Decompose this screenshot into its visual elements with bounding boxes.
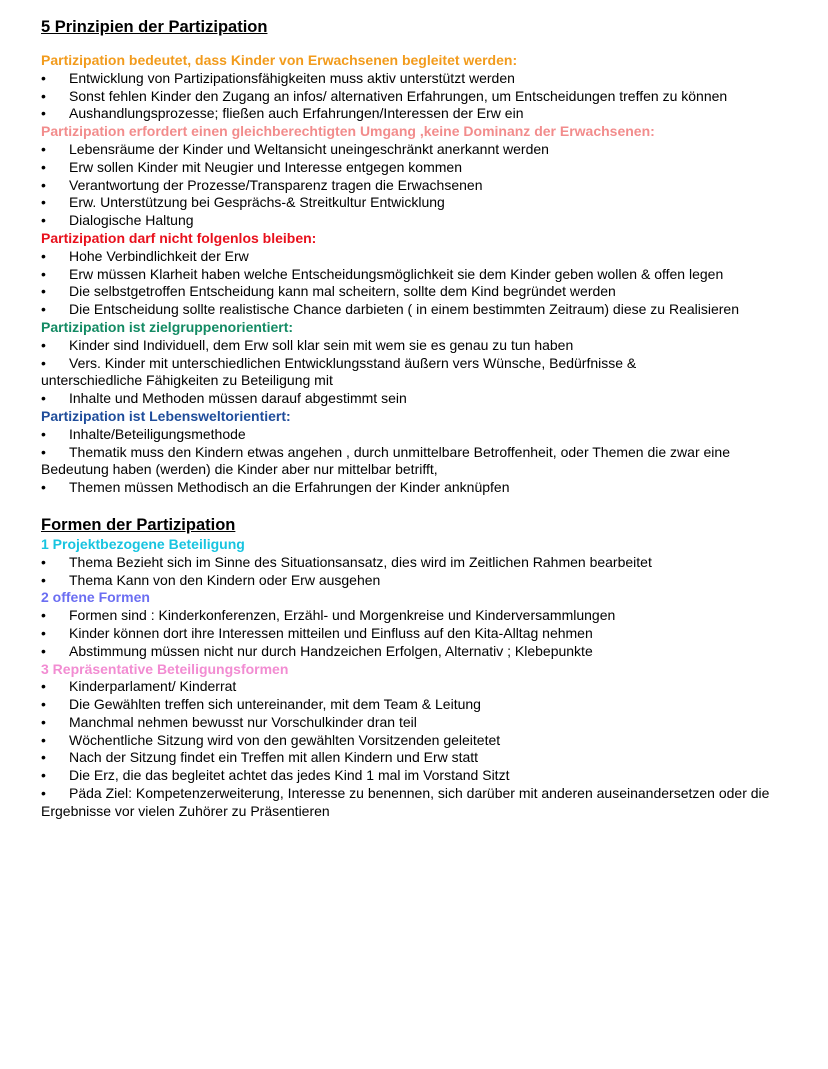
list-item: • Erw müssen Klarheit haben welche Entscheidungsmöglichkeit sie dem Kinder geben wollen & offen legen (41, 265, 724, 282)
list-item: • Aushandlungsprozesse; fließen auch Erfahrungen/Interessen der Erw ein (41, 105, 524, 122)
list-item: • Kinder sind Individuell, dem Erw soll klar sein mit wem sie es genau zu tun haben (41, 336, 574, 353)
bullet-icon: • (41, 696, 46, 713)
principle-group-1 (41, 52, 801, 123)
list-item: • Hohe Verbindlichkeit der Erw (41, 247, 249, 264)
bullet-icon: • (41, 194, 46, 211)
list-item: • Formen sind : Kinderkonferenzen, Erzähl- und Morgenkreise und Kinderversammlungen (41, 607, 616, 624)
principle-group-3 (41, 230, 801, 319)
list-item: • Themen müssen Methodisch an die Erfahrungen der Kinder anknüpfen (41, 479, 510, 496)
bullet-icon: • (41, 479, 46, 496)
bullet-icon: • (41, 443, 46, 460)
bullet-icon: • (41, 624, 46, 641)
list-item: • Verantwortung der Prozesse/Transparenz tragen die Erwachsenen (41, 176, 483, 193)
bullet-icon: • (41, 642, 46, 659)
bullet-icon: • (41, 158, 46, 175)
list-item: • Die Erz, die das begleitet achtet das jedes Kind 1 mal im Vorstand Sitzt (41, 767, 510, 784)
principle-heading-1: Partizipation bedeutet, dass Kinder von Erwachsenen begleitet werden: (41, 52, 518, 68)
bullet-icon: • (41, 87, 46, 104)
list-item: • Thema Bezieht sich im Sinne des Situationsansatz, dies wird im Zeitlichen Rahmen bearbeitet (41, 553, 652, 570)
list-item: • Thema Kann von den Kindern oder Erw ausgehen (41, 571, 381, 588)
section-title-prinzipien: 5 Prinzipien der Partizipation (41, 18, 268, 36)
list-item: • Thematik muss den Kindern etwas angehen , durch unmittelbare Betroffenheit, oder Themen die zwar eine Bedeutung haben (werden) die Kinder aber nur mittelbar betrifft, (41, 443, 730, 478)
form-group-1 (41, 536, 801, 589)
bullet-icon: • (41, 140, 46, 157)
bullet-icon: • (41, 301, 46, 318)
form-group-3 (41, 661, 801, 821)
form-heading-1: 1 Projektbezogene Beteiligung (41, 535, 245, 552)
bullet-icon: • (41, 212, 46, 229)
list-item: • Lebensräume der Kinder und Weltansicht uneingeschränkt anerkannt werden (41, 140, 549, 157)
bullet-icon: • (41, 678, 46, 695)
list-item: • Sonst fehlen Kinder den Zugang an infos/ alternativen Erfahrungen, um Entscheidungen treffen zu können (41, 87, 728, 104)
list-item: • Die Gewählten treffen sich untereinander, mit dem Team & Leitung (41, 696, 481, 713)
form-heading-3: 3 Repräsentative Beteiligungsformen (41, 660, 289, 677)
principle-heading-3: Partizipation darf nicht folgenlos bleiben: (41, 229, 317, 246)
list-item: • Päda Ziel: Kompetenzerweiterung, Interesse zu benennen, sich darüber mit anderen auseinandersetzen oder die Ergebnisse vor vielen Zuhörer zu Präsentieren (41, 785, 770, 819)
bullet-icon: • (41, 354, 46, 371)
list-item: • Wöchentliche Sitzung wird von den gewählten Vorsitzenden geleitetet (41, 731, 501, 748)
bullet-icon: • (41, 731, 46, 748)
bullet-icon: • (41, 749, 46, 766)
list-item: • Inhalte und Methoden müssen darauf abgestimmt sein (41, 390, 407, 407)
document-page (41, 16, 801, 821)
list-item: • Die selbstgetroffen Entscheidung kann mal scheitern, sollte dem Kind begründet werden (41, 283, 616, 300)
principle-group-4 (41, 319, 801, 408)
list-item: • Vers. Kinder mit unterschiedlichen Entwicklungsstand äußern vers Wünsche, Bedürfnisse & unterschiedliche Fähigkeiten zu Beteiligung mit (41, 354, 637, 389)
list-item: • Die Entscheidung sollte realistische Chance darbieten ( in einem bestimmten Zeitraum) diese zu Realisieren (41, 301, 739, 318)
list-item: • Abstimmung müssen nicht nur durch Handzeichen Erfolgen, Alternativ ; Klebepunkte (41, 642, 593, 659)
bullet-icon: • (41, 767, 46, 784)
bullet-icon: • (41, 283, 46, 300)
bullet-icon: • (41, 176, 46, 193)
bullet-icon: • (41, 265, 46, 282)
principle-heading-4: Partizipation ist zielgruppenorientiert: (41, 318, 294, 335)
section-title-formen: Formen der Partizipation (41, 515, 236, 534)
list-item: • Nach der Sitzung findet ein Treffen mit allen Kindern und Erw statt (41, 749, 479, 766)
principle-group-5 (41, 408, 801, 497)
bullet-icon: • (41, 571, 46, 588)
principle-group-2 (41, 123, 801, 230)
bullet-icon: • (41, 336, 46, 353)
list-item: • Manchmal nehmen bewusst nur Vorschulkinder dran teil (41, 713, 417, 730)
form-group-2 (41, 589, 801, 660)
list-item: • Dialogische Haltung (41, 212, 194, 229)
bullet-icon: • (41, 553, 46, 570)
list-item: • Kinder können dort ihre Interessen mitteilen und Einfluss auf den Kita-Alltag nehmen (41, 624, 593, 641)
bullet-icon: • (41, 390, 46, 407)
bullet-icon: • (41, 713, 46, 730)
principle-heading-5: Partizipation ist Lebensweltorientiert: (41, 407, 291, 424)
bullet-icon: • (41, 607, 46, 624)
bullet-icon: • (41, 69, 46, 86)
form-heading-2: 2 offene Formen (41, 589, 150, 606)
bullet-icon: • (41, 105, 46, 122)
list-item: • Kinderparlament/ Kinderrat (41, 678, 237, 695)
list-item: • Inhalte/Beteiligungsmethode (41, 425, 246, 442)
bullet-icon: • (41, 425, 46, 442)
bullet-icon: • (41, 247, 46, 264)
bullet-icon: • (41, 785, 46, 802)
list-item: • Entwicklung von Partizipationsfähigkeiten muss aktiv unterstützt werden (41, 69, 515, 86)
list-item: • Erw sollen Kinder mit Neugier und Interesse entgegen kommen (41, 158, 462, 175)
principle-heading-2: Partizipation erfordert einen gleichberechtigten Umgang ,keine Dominanz der Erwachsenen: (41, 123, 655, 140)
list-item: • Erw. Unterstützung bei Gesprächs-& Streitkultur Entwicklung (41, 194, 445, 211)
